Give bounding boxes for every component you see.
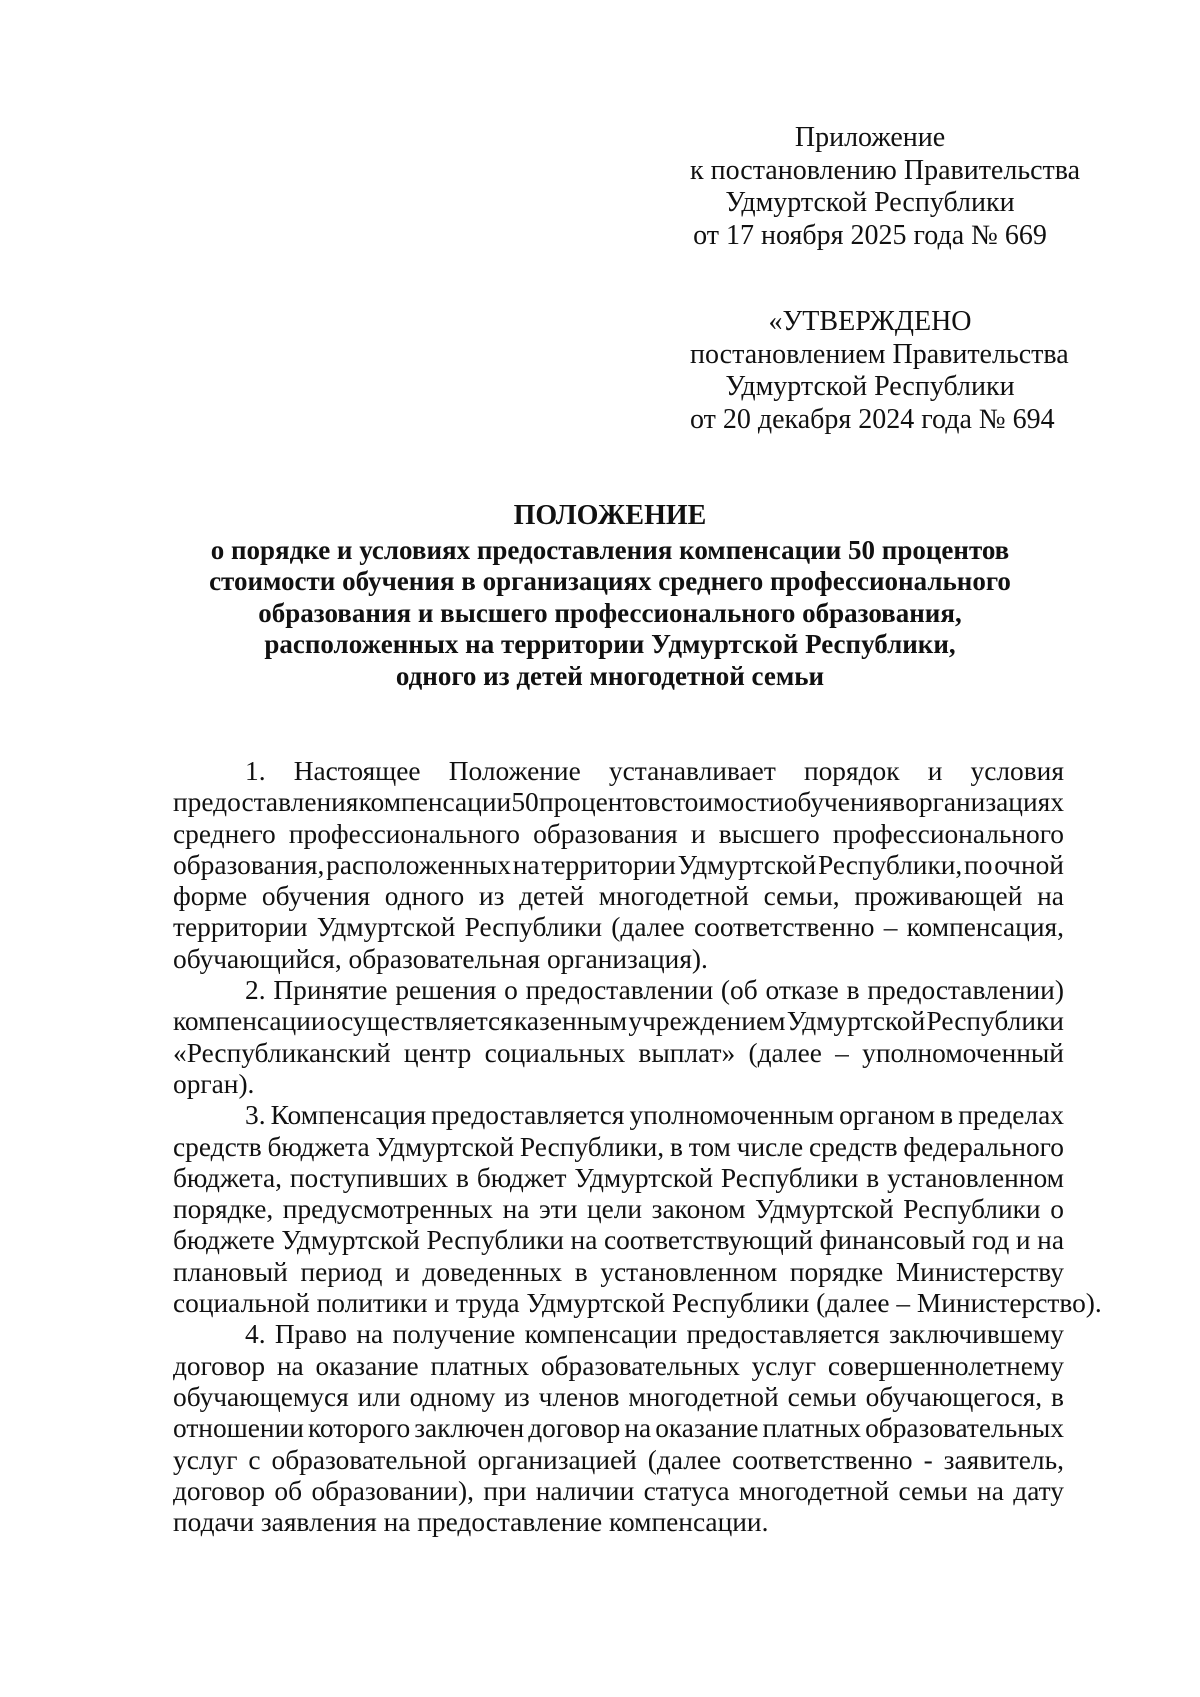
paragraph-3 xyxy=(173,1100,1102,1319)
paragraph-line: 3. Компенсация предоставляется уполномоченным органом в пределах xyxy=(245,1100,1064,1131)
title-main: ПОЛОЖЕНИЕ xyxy=(513,500,707,531)
paragraph-line: орган). xyxy=(173,1068,255,1099)
paragraph-line: 2. Принятие решения о предоставлении (об отказе в предоставлении) xyxy=(245,975,1064,1006)
paragraph-line: 1. Настоящее Положение устанавливает порядок и условия xyxy=(245,756,1064,786)
paragraph-line: «Республиканский центр социальных выплат» (далее – уполномоченный xyxy=(173,1037,1064,1068)
title-line-5: одного из детей многодетной семьи xyxy=(395,660,825,691)
paragraph-line: социальной политики и труда Удмуртской Республики (далее – Министерство). xyxy=(173,1288,1102,1319)
paragraph-line: отношении которого заключен договор на оказание платных образовательных xyxy=(173,1413,1064,1444)
paragraph-line: обучающийся, образовательная организация). xyxy=(173,943,708,974)
paragraph-line: порядке, предусмотренных на эти цели законом Удмуртской Республики о xyxy=(173,1194,1064,1225)
paragraph-line: предоставления компенсации 50 процентов стоимости обучения в организациях xyxy=(173,787,1064,818)
paragraph-line: 4. Право на получение компенсации предоставляется заключившему xyxy=(245,1319,1064,1350)
document-title xyxy=(160,500,1060,693)
document-body xyxy=(173,756,1102,1538)
paragraph-line: бюджете Удмуртской Республики на соответствующий финансовый год и на xyxy=(173,1225,1064,1256)
appendix-line-3: Удмуртской Республики xyxy=(725,187,1015,218)
paragraph-line: образования, расположенных на территории Удмуртской Республики, по очной xyxy=(173,849,1064,880)
title-line-4: расположенных на территории Удмуртской Республики, xyxy=(264,629,956,660)
title-line-1: о порядке и условиях предоставления компенсации 50 процентов xyxy=(210,534,1010,565)
approved-line-1: «УТВЕРЖДЕНО xyxy=(768,306,972,337)
paragraph-line: среднего профессионального образования и высшего профессионального xyxy=(173,818,1064,849)
appendix-header xyxy=(690,122,1081,252)
paragraph-line: территории Удмуртской Республики (далее соответственно – компенсация, xyxy=(173,912,1064,943)
approved-line-2: постановлением Правительства xyxy=(690,338,1069,370)
paragraph-1 xyxy=(173,756,1064,975)
approved-stamp-header xyxy=(690,306,1069,436)
paragraph-line: договор на оказание платных образовательных услуг совершеннолетнему xyxy=(173,1350,1064,1381)
paragraph-line: обучающемуся или одному из членов многодетной семьи обучающегося, в xyxy=(173,1381,1064,1412)
paragraph-line: компенсации осуществляется казенным учреждением Удмуртской Республики xyxy=(173,1006,1064,1037)
paragraph-line: подачи заявления на предоставление компенсации. xyxy=(173,1507,769,1538)
appendix-line-4: от 17 ноября 2025 года № 669 xyxy=(693,219,1047,251)
paragraph-line: форме обучения одного из детей многодетной семьи, проживающей на xyxy=(173,881,1064,912)
appendix-line-1: Приложение xyxy=(794,122,946,153)
appendix-line-2: к постановлению Правительства xyxy=(690,154,1081,186)
paragraph-2 xyxy=(173,975,1064,1100)
paragraph-4 xyxy=(173,1319,1064,1538)
paragraph-line: услуг с образовательной организацией (далее соответственно - заявитель, xyxy=(173,1444,1064,1475)
paragraph-line: средств бюджета Удмуртской Республики, в том числе средств федерального xyxy=(173,1131,1064,1162)
paragraph-line: бюджета, поступивших в бюджет Удмуртской Республики в установленном xyxy=(173,1162,1064,1193)
approved-line-4: от 20 декабря 2024 года № 694 xyxy=(690,403,1055,435)
title-line-2: стоимости обучения в организациях среднего профессионального xyxy=(209,566,1011,597)
title-line-3: образования и высшего профессионального образования, xyxy=(258,597,962,628)
paragraph-line: плановый период и доведенных в установленном порядке Министерству xyxy=(173,1256,1064,1287)
approved-line-3: Удмуртской Республики xyxy=(725,371,1015,402)
paragraph-line: договор об образовании), при наличии статуса многодетной семьи на дату xyxy=(173,1475,1064,1506)
